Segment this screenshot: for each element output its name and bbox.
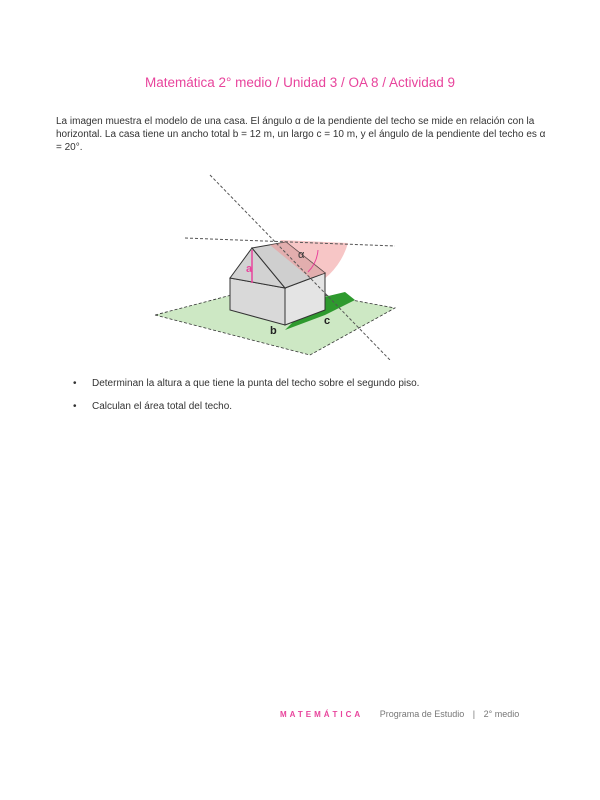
label-c: c (324, 315, 331, 327)
label-alpha: α (298, 249, 305, 261)
house-diagram (150, 170, 400, 360)
task-list (70, 377, 540, 423)
footer-program: Programa de Estudio (379, 709, 465, 719)
footer-separator: | (472, 709, 476, 719)
footer-brand: MATEMÁTICA (280, 710, 364, 719)
bullet-icon: • (73, 378, 77, 389)
task-text: Calculan el área total del techo. (92, 401, 233, 412)
intro-paragraph: La imagen muestra el modelo de una casa. El ángulo α de la pendiente del techo se mide en relación con la horizontal. La casa tiene un ancho total b = 12 m, un largo c = 10 m, y el ángulo de la pendiente del techo es α = 20°. (56, 116, 546, 153)
house-figure (150, 170, 400, 360)
page-title: Matemática 2° medio / Unidad 3 / OA 8 / Actividad 9 (144, 75, 456, 90)
page-footer (280, 709, 519, 719)
task-item (70, 400, 540, 423)
label-a: a (246, 263, 253, 275)
footer-level: 2° medio (483, 709, 520, 719)
bullet-icon: • (73, 401, 77, 412)
task-item (70, 377, 540, 400)
task-text: Determinan la altura a que tiene la punta del techo sobre el segundo piso. (92, 378, 420, 389)
label-b: b (270, 325, 277, 337)
